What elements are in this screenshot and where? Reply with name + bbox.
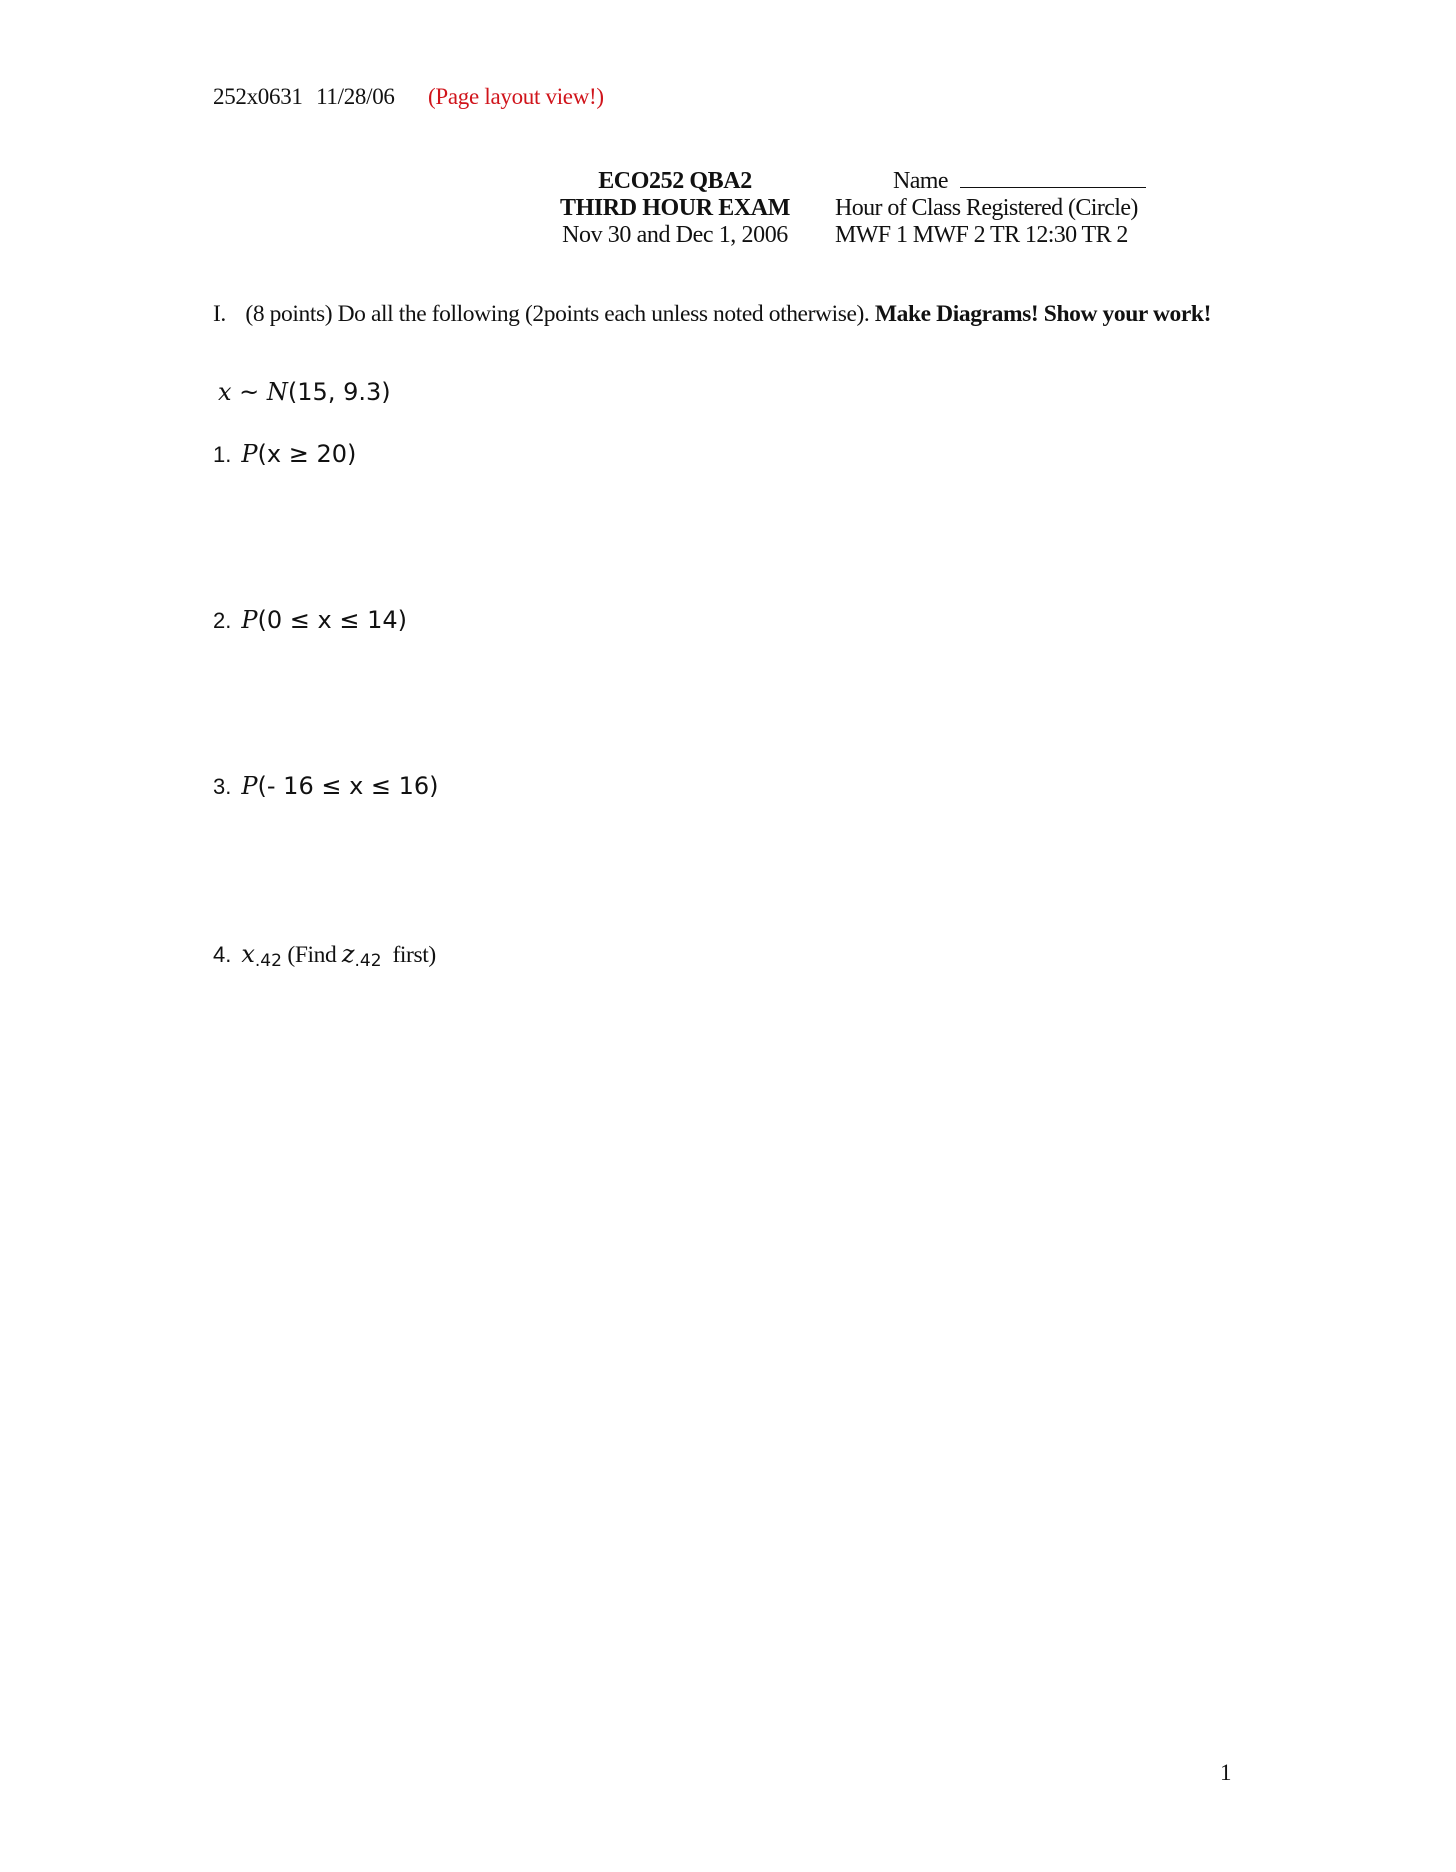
section-instructions bbox=[213, 302, 1213, 327]
z-subscript: .42 bbox=[354, 951, 382, 971]
page-number: 1 bbox=[1220, 1760, 1232, 1785]
section-emphasis: Make Diagrams! Show your work! bbox=[874, 301, 1212, 327]
question-2 bbox=[213, 606, 407, 635]
doc-date: 11/28/06 bbox=[316, 84, 395, 109]
name-label: Name bbox=[893, 168, 948, 194]
hour-label: Hour of Class Registered (Circle) bbox=[835, 195, 1138, 221]
percentile-variable: x bbox=[241, 940, 255, 968]
question-number: 1. bbox=[213, 442, 232, 467]
exam-dates: Nov 30 and Dec 1, 2006 bbox=[562, 222, 788, 248]
question-expression: (0 ≤ x ≤ 14) bbox=[257, 606, 407, 634]
prob-symbol: P bbox=[241, 772, 258, 800]
question-number: 4. bbox=[213, 942, 232, 967]
dist-variable: x bbox=[218, 378, 232, 406]
question-3 bbox=[213, 772, 439, 801]
question-4 bbox=[213, 940, 436, 971]
question-expression: (x ≥ 20) bbox=[257, 440, 357, 468]
doc-id: 252x0631 bbox=[213, 84, 303, 109]
question-text-close: first) bbox=[381, 942, 436, 968]
percentile-subscript: .42 bbox=[254, 951, 282, 971]
course-info bbox=[540, 168, 810, 249]
section-number: I. bbox=[213, 301, 226, 327]
question-1 bbox=[213, 440, 356, 469]
question-number: 2. bbox=[213, 608, 232, 633]
distribution-statement bbox=[218, 378, 391, 406]
question-expression: (- 16 ≤ x ≤ 16) bbox=[257, 772, 439, 800]
dist-family: N bbox=[266, 378, 288, 406]
question-text-open: (Find bbox=[281, 942, 342, 968]
class-sections: MWF 1 MWF 2 TR 12:30 TR 2 bbox=[835, 222, 1128, 248]
name-blank[interactable] bbox=[960, 169, 1146, 188]
section-intro: (8 points) Do all the following (2points each unless noted otherwise). bbox=[245, 301, 870, 327]
dist-tilde: ~ bbox=[231, 378, 267, 406]
prob-symbol: P bbox=[241, 440, 258, 468]
prob-symbol: P bbox=[241, 606, 258, 634]
view-note: (Page layout view!) bbox=[428, 84, 604, 109]
exam-title: THIRD HOUR EXAM bbox=[559, 195, 790, 221]
dist-params: (15, 9.3) bbox=[287, 378, 391, 406]
name-line bbox=[835, 168, 1185, 195]
z-variable: z bbox=[341, 940, 355, 968]
question-number: 3. bbox=[213, 774, 232, 799]
student-info bbox=[835, 168, 1185, 249]
document-header bbox=[213, 84, 604, 110]
course-code: ECO252 QBA2 bbox=[598, 168, 752, 194]
